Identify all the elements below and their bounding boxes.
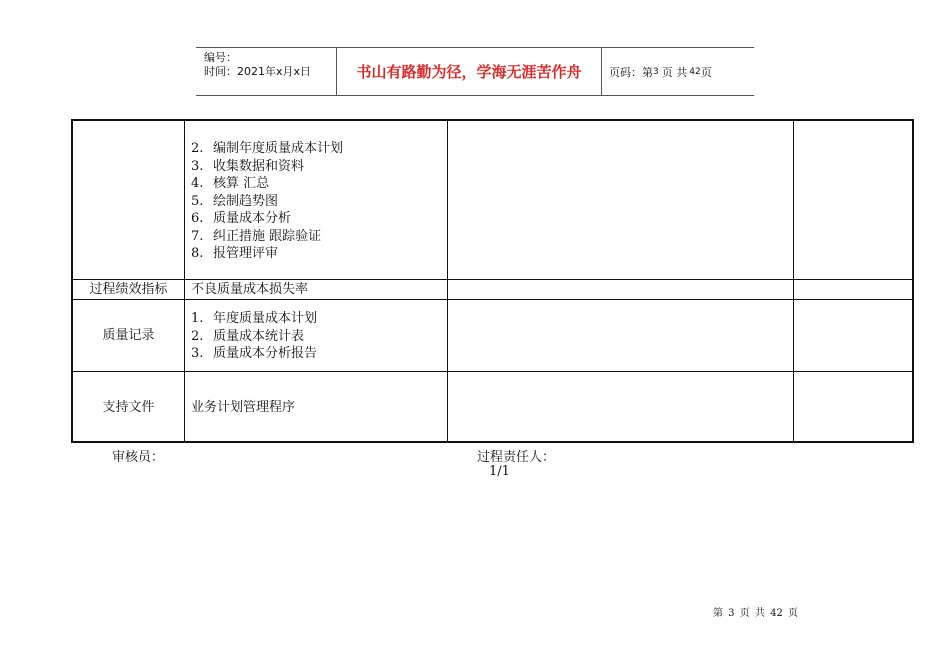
column-divider [447, 121, 448, 441]
column-divider [793, 121, 794, 441]
list-item-number: 8. [191, 246, 204, 261]
list-item-number: 2. [191, 328, 204, 344]
list-item-text: 质量成本统计表 [213, 328, 305, 344]
row-divider [73, 299, 912, 300]
date-label: 时间：2021年x月x日 [204, 65, 312, 78]
records-list [191, 310, 317, 363]
total-pages: 42 [689, 66, 701, 77]
list-item [191, 158, 343, 176]
list-item-text: 编制年度质量成本计划 [213, 141, 344, 156]
list-item-number: 3. [191, 158, 204, 174]
serial-number-label: 编号： [204, 51, 237, 64]
records-cell [191, 310, 317, 363]
list-item-text: 年度质量成本计划 [213, 311, 318, 326]
list-item-number: 1. [191, 311, 204, 326]
current-page: 3 [653, 66, 659, 77]
list-item [191, 175, 343, 193]
list-item-text: 质量成本分析报告 [213, 346, 318, 361]
list-item [191, 310, 317, 328]
list-item-text: 绘制趋势图 [213, 193, 279, 209]
header-page-number [602, 48, 754, 95]
list-item-text: 报管理评审 [213, 246, 279, 261]
list-item-number: 6. [191, 211, 204, 226]
owner-label: 过程责任人： [477, 450, 556, 465]
page-mid: 页 共 [661, 65, 688, 79]
list-item-number: 4. [191, 176, 204, 191]
header-motto: 书山有路勤为径，学海无涯苦作舟 [337, 48, 602, 95]
list-item-number: 2. [191, 141, 204, 156]
list-item-number: 7. [191, 228, 204, 244]
page-suffix: 页 [700, 65, 712, 79]
list-item [191, 328, 317, 346]
page-footer: 第 3 页 共 42 页 [713, 608, 798, 619]
list-item [191, 345, 317, 363]
kpi-value: 不良质量成本损失率 [191, 282, 309, 297]
support-docs-value: 业务计划管理程序 [191, 400, 296, 415]
kpi-label: 过程绩效指标 [89, 282, 168, 297]
pagination-label: 1/1 [489, 464, 510, 479]
reviewer-label: 审核员： [112, 450, 165, 465]
list-item-number: 5. [191, 193, 204, 209]
page-header [196, 47, 754, 96]
records-label: 质量记录 [102, 328, 155, 343]
process-steps-cell [191, 140, 343, 263]
column-divider [184, 121, 185, 441]
header-meta [196, 48, 337, 95]
row-divider [73, 371, 912, 372]
list-item [191, 228, 343, 246]
list-item-text: 纠正措施 跟踪验证 [213, 228, 322, 244]
list-item [191, 140, 343, 158]
support-docs-label: 支持文件 [102, 400, 155, 415]
page-prefix: 页码：第 [609, 65, 653, 79]
list-item-text: 质量成本分析 [213, 211, 292, 226]
list-item-number: 3. [191, 346, 204, 361]
list-item [191, 193, 343, 211]
list-item [191, 245, 343, 263]
list-item-text: 核算 汇总 [213, 176, 270, 191]
process-steps-list [191, 140, 343, 263]
list-item-text: 收集数据和资料 [213, 158, 305, 174]
list-item [191, 210, 343, 228]
row-divider [73, 279, 912, 280]
process-table [71, 119, 914, 443]
